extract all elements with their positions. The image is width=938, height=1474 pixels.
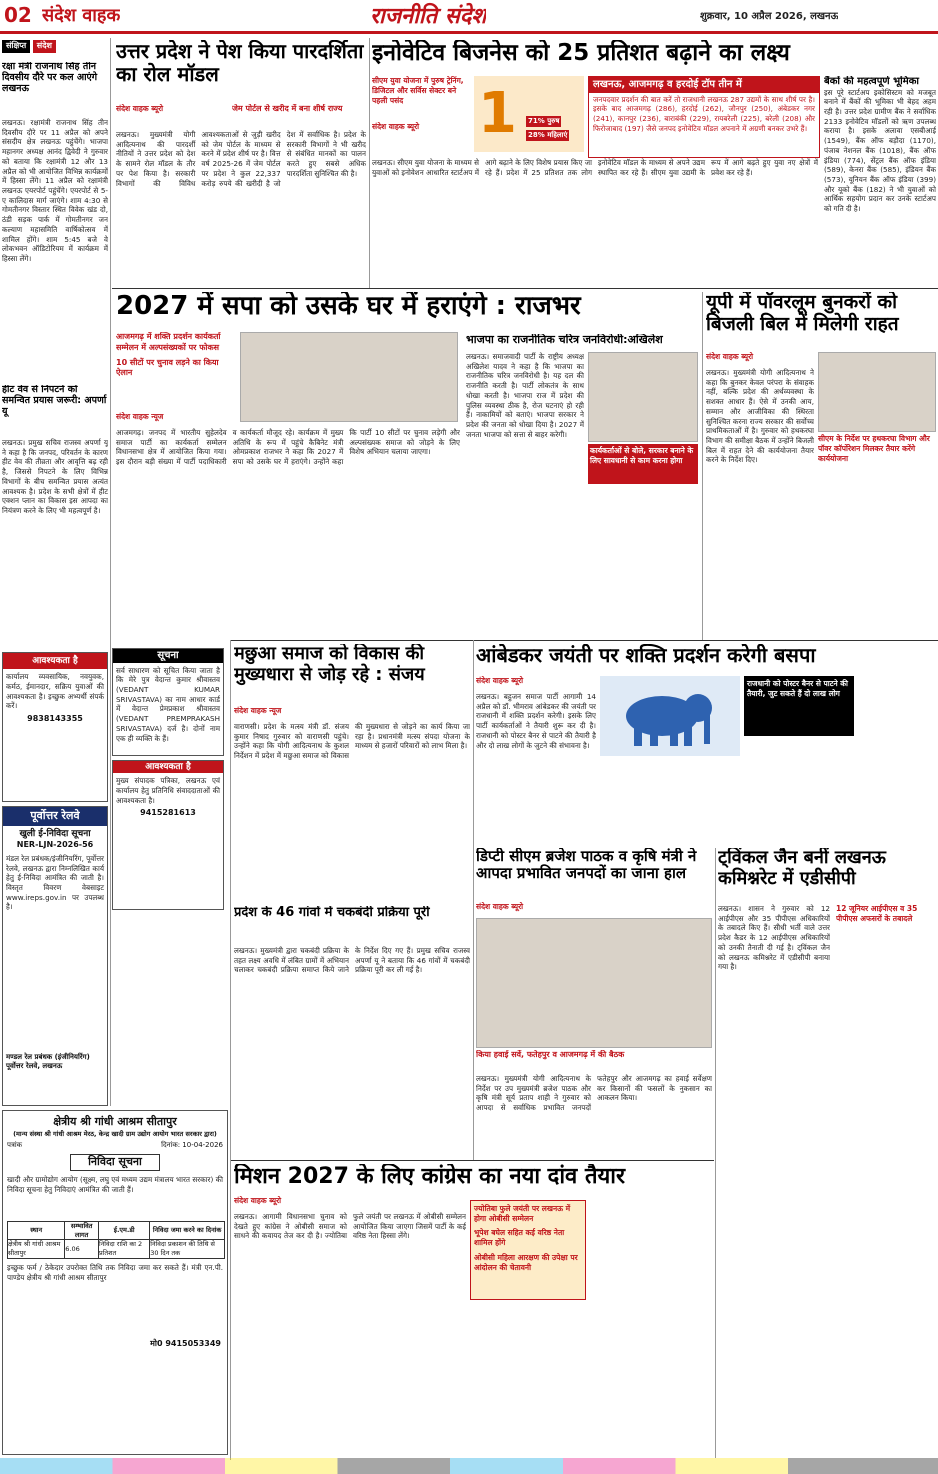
innov-highlight-body: जनपदवार प्रदर्शन की बात करें तो राजधानी लखनऊ 287 उद्यमों के साथ शीर्ष पर है। इसके बाद आजमगढ़ (286), हरदोई (262), जौनपुर (250), अंबेडकर नगर (241), कानपुर (236), बाराबंकी (229), रायबरेली (225), बरेली (208) और फिरोजाबाद (197) जैसे जनपद इनोवेटिव मॉडल अपनाने में अग्रणी बनकर उभरे हैं। xyxy=(593,94,815,133)
railway-body: मंडल रेल प्रबंधक/इंजीनियरिंग, पूर्वोत्तर रेलवे, लखनऊ द्वारा निम्नलिखित कार्य हेतु ई-निविदा आमंत्रित की जाती है। विस्तृत विवरण वेबसाइट www.ireps.gov.in पर उपलब्ध है। xyxy=(6,853,104,912)
railway-tender xyxy=(2,806,108,1106)
ashram-notice: निविदा सूचना xyxy=(70,1154,160,1171)
brand-name: संदेश वाहक xyxy=(42,5,121,26)
classified-ad-2 xyxy=(112,760,224,910)
table-cell: क्षेत्रीय श्री गांधी आश्रम सीतापुर xyxy=(8,1240,65,1259)
up-kicker: जेम पोर्टल से खरीद में बना शीर्ष राज्य xyxy=(232,104,343,113)
sidebar-story1-headline: रक्षा मंत्री राजनाथ सिंह तीन दिवसीय दौरे पर कल आएंगे लखनऊ xyxy=(2,62,98,94)
railway-ref: NER-LJN-2026-56 xyxy=(16,839,94,849)
rajbhar-bullets xyxy=(116,332,236,392)
table-cell: 6.06 xyxy=(65,1240,99,1259)
issue-date: शुक्रवार, 10 अप्रैल 2026, लखनऊ xyxy=(700,11,839,22)
table-header: निविदा जमा करने का दिनांक xyxy=(150,1221,225,1240)
table-header: स्थान xyxy=(8,1221,65,1240)
print-color-bar xyxy=(0,1458,938,1474)
rajbhar-bullet: आजमगढ़ में शक्ति प्रदर्शन कार्यकर्ता सम्मेलन में अल्पसंख्यकों पर फोकस xyxy=(116,332,221,352)
congress-headline: मिशन 2027 के लिए कांग्रेस का नया दांव तैयार xyxy=(234,1164,625,1189)
basapa-headline: आंबेडकर जयंती पर शक्ति प्रदर्शन करेगी बसपा xyxy=(476,644,816,667)
classified-body: कार्यालय व्यवसायिक, नवयुवक, कर्मठ, ईमानदार, सक्रिय युवाओं की आवश्यकता है। इच्छुक अभ्यर्थी संपर्क करें। xyxy=(6,672,104,711)
classified-ad-1 xyxy=(2,652,108,802)
masthead xyxy=(0,0,938,34)
innov-side-head: बैंकों की महत्वपूर्ण भूमिका xyxy=(824,76,919,87)
ashram-title: क्षेत्रीय श्री गांधी आश्रम सीतापुर xyxy=(53,1115,177,1128)
pathak-byline: संदेश वाहक ब्यूरो xyxy=(476,902,524,911)
table-header: सम्भावित लागत xyxy=(65,1221,99,1240)
innov-graphic xyxy=(474,76,584,152)
power-headline: यूपी में पॉवरलूम बुनकरों को बिजली बिल में मिलेगी राहत xyxy=(706,292,899,335)
twinkle-body: लखनऊ। शासन ने गुरुवार को 12 आईपीएस और 35 पीपीएस अधिकारियों के तबादले किए हैं। सीधी भर्ती वाले उत्तर प्रदेश कैडर के 12 आईपीएस अधिकारियों को उनकी तैनाती दी गई है। ट्विंकल जैन को लखनऊ कमिश्नरेट में एडीसीपी बनाया गया है। xyxy=(718,904,830,972)
notice-title: सूचना xyxy=(113,649,223,663)
innov-kicker: सीएम युवा योजना में पुरुष ट्रेनिंग, डिजिटल और सर्विस सेक्टर बने पहली पसंद xyxy=(372,76,464,106)
sidebar-tag xyxy=(2,40,108,60)
innov-badge: 1 xyxy=(478,81,517,146)
table-header: ई.एम.डी xyxy=(99,1221,150,1240)
congress-bullet: ज्योतिबा फुले जयंती पर लखनऊ में होगा ओबीसी सम्मेलन xyxy=(474,1204,571,1224)
classified2-title: आवश्यकता है xyxy=(113,761,223,773)
pathak-caption: किया हवाई सर्वे, फतेहपुर व आजमगढ़ में की बैठक xyxy=(476,1050,625,1059)
railway-title: पूर्वोत्तर रेलवे xyxy=(3,807,107,826)
innov-byline: संदेश वाहक ब्यूरो xyxy=(372,122,420,131)
ashram-body: खादी और ग्रामोद्योग आयोग (सूक्ष्म, लघु एवं मध्यम उद्यम मंत्रालय भारत सरकार) की निविदा सूचना हेतु निविदाएं आमंत्रित की जाती हैं। xyxy=(7,1174,223,1194)
rajbhar-photo xyxy=(240,332,458,422)
akhilesh-headline: भाजपा का राजनीतिक चरित्र जनविरोधी:अखिलेश xyxy=(466,334,663,346)
congress-byline: संदेश वाहक ब्यूरो xyxy=(234,1196,282,1205)
power-byline: संदेश वाहक ब्यूरो xyxy=(706,352,754,361)
up-body: लखनऊ। मुख्यमंत्री योगी आदित्यनाथ की पारदर्शी नीतियों ने उत्तर प्रदेश को देश के सामने रोल मॉडल के तौर पर पेश किया है। सरकारी विभागों की विविध आवश्यकताओं से जुड़ी खरीद को जेम पोर्टल के माध्यम से करने में प्रदेश शीर्ष पर है। वित्त वर्ष 2025-26 में जेम पोर्टल पर प्रदेश ने कुल 22,337 करोड़ रुपये की खरीदी है जो देश में सर्वाधिक है। प्रदेश के सरकारी विभागों ने भी खरीद से संबंधित मानकों का पालन करते हुए सबसे अधिक पारदर्शिता सुनिश्चित की है। xyxy=(116,130,366,188)
ashram-subtitle: (मान्य संस्था श्री गांधी आश्रम मेरठ, केन्द्र खादी ग्राम उद्योग आयोग भारत सरकार द्वारा) xyxy=(13,1129,217,1138)
innov-headline: इनोवेटिव बिजनेस को 25 प्रतिशत बढ़ाने का लक्ष्य xyxy=(372,40,790,66)
pathak-headline: डिप्टी सीएम ब्रजेश पाठक व कृषि मंत्री ने आपदा प्रभावित जनपदों का जाना हाल xyxy=(476,848,697,883)
power-caption: सीएम के निर्देश पर हथकरघा विभाग और पॉवर कॉर्पोरेशन मिलकर तैयार करेंगे कार्ययोजना xyxy=(818,434,930,464)
machhua-body: वाराणसी। प्रदेश के मत्स्य मंत्री डॉ. संजय कुमार निषाद गुरुवार को वाराणसी पहुंचे। उन्होंने कहा कि योगी आदित्यनाथ के कुशल निर्देशन में प्रदेश में मछुआ समाज को विकास की मुख्यधारा से जोड़ने का कार्य किया जा रहा है। प्रधानमंत्री मत्स्य संपदा योजना के माध्यम से हजारों परिवारों को लाभ मिला है। xyxy=(234,722,470,761)
power-body: लखनऊ। मुख्यमंत्री योगी आदित्यनाथ ने कहा कि बुनकर केवल परंपरा के संवाहक नहीं, बल्कि प्रदेश की अर्थव्यवस्था के सशक्त आधार हैं। ऐसे में उनकी आय, सम्मान और आजीविका की स्थिरता सुनिश्चित करना राज्य सरकार की सर्वोच्च प्राथमिकताओं में है। गुरुवार को हथकरघा विभाग की समीक्षा बैठक में उन्होंने बिजली बिल में राहत देने की कार्ययोजना तैयार करने के निर्देश दिए। xyxy=(706,368,814,465)
pathak-photo xyxy=(476,918,712,1048)
ashram-ref: पत्रांक xyxy=(7,1140,23,1149)
ashram-table xyxy=(7,1221,225,1259)
ashram-tender xyxy=(2,1110,228,1455)
pathak-body: लखनऊ। मुख्यमंत्री योगी आदित्यनाथ के निर्देश पर उप मुख्यमंत्री ब्रजेश पाठक और कृषि मंत्री सूर्य प्रताप शाही ने गुरुवार को आपदा से सर्वाधिक प्रभावित जनपदों फतेहपुर और आजमगढ़ का हवाई सर्वेक्षण कर किसानों की फसलों के नुकसान का आकलन किया। xyxy=(476,1074,712,1113)
twinkle-headline: ट्विंकल जैन बनीं लखनऊ कमिश्नरेट में एडीसीपी xyxy=(718,848,886,889)
machhua-headline: मछुआ समाज को विकास की मुख्यधारा से जोड़ रहे : संजय xyxy=(234,644,425,685)
innov-body: लखनऊ। सीएम युवा योजना के माध्यम से युवाओं को इनोवेशन आधारित स्टार्टअप में आगे बढ़ाने के लिए विशेष प्रयास किए जा रहे हैं। प्रदेश में 25 प्रतिशत तक लोग इनोवेटिव मॉडल के माध्यम से अपने उद्यम स्थापित कर रहे हैं। सीएम युवा उद्यमी के रूप में आगे बढ़ते हुए युवा नए क्षेत्रों में प्रवेश कर रहे हैं। xyxy=(372,158,818,177)
classified-contact: 9838143355 xyxy=(27,714,83,724)
public-notice xyxy=(112,648,224,756)
section-title: राजनीति संदेश xyxy=(370,4,487,29)
rajbhar-body: आजमगढ़। जनपद में भारतीय सुहेलदेव समाज पार्टी का कार्यकर्ता सम्मेलन विधानसभा क्षेत्र में आयोजित किया गया। इस दौरान बड़ी संख्या में पार्टी पदाधिकारी व कार्यकर्ता मौजूद रहे। कार्यक्रम में मुख्य अतिथि के रूप में पहुंचे कैबिनेट मंत्री ओमप्रकाश राजभर ने कहा कि 2027 में सपा को उसके घर में हराएंगे। उन्होंने कहा कि पार्टी 10 सीटों पर चुनाव लड़ेगी और अल्पसंख्यक समाज को जोड़ने के लिए विशेष अभियान चलाया जाएगा। xyxy=(116,428,460,467)
basapa-kicker: राजधानी को पोस्टर बैनर से पाटने की तैयारी, जुट सकते हैं दो लाख लोग xyxy=(744,676,854,736)
innov-sidebar xyxy=(824,76,936,276)
basapa-byline: संदेश वाहक ब्यूरो xyxy=(476,676,524,685)
twinkle-kicker: 12 जूनियर आईपीएस व 35 पीपीएस अफसरों के तबादले xyxy=(836,904,918,924)
chakbandi-headline: प्रदेश के 46 गांवों में चकबंदी प्रक्रिया पूरी xyxy=(234,906,430,920)
railway-signature: मण्डल रेल प्रबंधक (इंजीनियरिंग) पूर्वोत्तर रेलवे, लखनऊ xyxy=(6,1052,90,1071)
elephant-icon xyxy=(600,676,740,756)
table-cell: निविदा राशि का 2 प्रतिशत xyxy=(99,1240,150,1259)
classified-title: आवश्यकता है xyxy=(3,653,107,669)
rajbhar-bullet: 10 सीटों पर चुनाव लड़ने का किया ऐलान xyxy=(116,357,219,378)
congress-bullet: ओबीसी महिला आरक्षण की उपेक्षा पर आंदोलन की चेतावनी xyxy=(474,1252,578,1272)
innov-side-body: इस पूरे स्टार्टअप इकोसिस्टम को मजबूत बनाने में बैंकों की भूमिका भी बेहद अहम रही है। उत्तर प्रदेश ग्रामीण बैंक ने सर्वाधिक 2133 इनोवेटिव मॉडलों को ऋण उपलब्ध कराया है। इसके अलावा एसबीआई (1549), बैंक ऑफ बड़ौदा (1170), पंजाब नेशनल बैंक (1018), बैंक ऑफ इंडिया (774), सेंट्रल बैंक ऑफ इंडिया (589), केनरा बैंक (585), इंडियन बैंक (573), यूनियन बैंक ऑफ इंडिया (399) और यूको बैंक (182) ने भी युवाओं को आर्थिक सहयोग प्रदान कर उनके स्टार्टअप को गति दी है। xyxy=(824,87,936,214)
akhilesh-caption: कार्यकर्ताओं से बोले, सरकार बनाने के लिए सावधानी से काम करना होगा xyxy=(588,444,698,484)
basapa-body: लखनऊ। बहुजन समाज पार्टी आगामी 14 अप्रैल को डॉ. भीमराव आंबेडकर की जयंती पर राजधानी में शक्ति प्रदर्शन करेगी। इसके लिए पार्टी कार्यकर्ताओं ने तैयारी शुरू कर दी है। राजधानी को पोस्टर बैनर से पाटने की तैयारी है और दो लाख लोगों के जुटने की संभावना है। xyxy=(476,692,596,750)
tag-sandesh: संदेश xyxy=(33,40,56,53)
congress-bullets xyxy=(470,1200,586,1300)
sidebar-story2-body: लखनऊ। प्रमुख सचिव राजस्व अपर्णा यू ने कहा है कि जनपद, परिवर्तन के कारण हीट वेव की तीव्रता और आवृत्ति बढ़ रही है, जिससे निपटने के लिए विभिन्न विभागों के बीच समन्वित प्रयास अत्यंत आवश्यक है। प्रदेश के सभी क्षेत्रों में हीट एक्शन प्लान का विकास इस आपदा का नियंत्रण करने के लिए भी महत्वपूर्ण है। xyxy=(2,438,108,516)
innov-stat2: 28% महिलाएं xyxy=(526,130,569,141)
machhua-byline: संदेश वाहक न्यूज xyxy=(234,706,282,715)
ashram-date: दिनांक: 10-04-2026 xyxy=(161,1140,223,1149)
sidebar-story1-body: लखनऊ। रक्षामंत्री राजनाथ सिंह तीन दिवसीय दौरे पर 11 अप्रैल को अपने संसदीय क्षेत्र लखनऊ पहुंचेंगे। भाजपा महानगर अध्यक्ष आनंद द्विवेदी ने गुरुवार को बताया कि रक्षामंत्री 12 और 13 अप्रैल को भी आयोजित विभिन्न कार्यक्रमों में हिस्सा लेंगे। 11 अप्रैल को रक्षामंत्री लखनऊ एयरपोर्ट पहुंचेंगे। एयरपोर्ट से 5-ए कालिदास मार्ग जाएंगे। शाम 4:30 से गोमतीनगर विस्तार स्थित विवेक खंड दो, ठंडी सड़क पार्क में गोमतीनगर जन कल्याण महासमिति वार्षिकोत्सव में शामिल होंगे। शाम 5:45 बजे वे लोकभवन ऑडिटोरियम में कार्यक्रम में हिस्सा लेंगे। xyxy=(2,118,108,264)
innov-highlight-box xyxy=(588,76,820,158)
classified2-contact: 9415281613 xyxy=(140,808,196,818)
congress-body: लखनऊ। आगामी विधानसभा चुनाव को देखते हुए कांग्रेस ने ओबीसी समाज को साधने की कवायद तेज कर दी है। ज्योतिबा फुले जयंती पर लखनऊ में ओबीसी सम्मेलन आयोजित किया जाएगा जिसमें पार्टी के कई वरिष्ठ नेता हिस्सा लेंगे। xyxy=(234,1212,466,1241)
congress-bullet: भूपेश बघेल सहित कई वरिष्ठ नेता शामिल होंगे xyxy=(474,1228,565,1248)
railway-subtitle: खुली ई-निविदा सूचना xyxy=(19,828,91,839)
sidebar-story2-headline: हीट वेव से निपटने को समन्वित प्रयास जरूरी: अपर्णा यू xyxy=(2,385,107,417)
akhilesh-photo xyxy=(588,352,698,442)
tag-sankshipt: संक्षिप्त xyxy=(2,40,30,53)
classified2-body: मुख्य संपादक पत्रिका, लखनऊ एवं कार्यालय हेतु प्रतिनिधि संवाददाताओं की आवश्यकता है। xyxy=(116,776,220,805)
page-number: 02 xyxy=(4,3,32,27)
innov-highlight-title: लखनऊ, आजमगढ़ व हरदोई टॉप तीन में xyxy=(589,77,819,93)
rajbhar-byline: संदेश वाहक न्यूज xyxy=(116,412,164,421)
up-headline: उत्तर प्रदेश ने पेश किया पारदर्शिता का रोल मॉडल xyxy=(116,40,364,86)
akhilesh-body: लखनऊ। समाजवादी पार्टी के राष्ट्रीय अध्यक्ष अखिलेश यादव ने कहा है कि भाजपा का राजनीतिक चरित्र जनविरोधी है। यह दल की राजनीति करती है। पार्टी लोकतंत्र के साथ धोखा करती है। भाजपा राज में प्रदेश की पुलिस व्यवस्था ठीक है, रोज घटनाएं हो रही हैं। नाकामियों को बताएं। भाजपा सरकार ने प्रदेश की जनता को धोखा दिया है। 2027 में जनता भाजपा को सत्ता से बाहर करेगी। xyxy=(466,352,584,439)
chakbandi-body: लखनऊ। मुख्यमंत्री द्वारा चकबंदी प्रक्रिया के तहत लक्ष्य अवधि में लंबित ग्रामों में अभियान चलाकर चकबंदी प्रक्रिया समाप्त किये जाने के निर्देश दिए गए हैं। प्रमुख सचिव राजस्व अपर्णा यू ने बताया कि 46 गांवों में चकबंदी प्रक्रिया पूरी कर ली गई है। xyxy=(234,946,470,975)
ashram-footer: इच्छुक फर्म / ठेकेदार उपरोक्त तिथि तक निविदा जमा कर सकते हैं। मंत्री एन.पी. पाण्डेय क्षेत्रीय श्री गांधी आश्रम सीतापुर xyxy=(7,1262,223,1282)
power-photo xyxy=(818,352,936,432)
elephant-logo xyxy=(600,676,740,756)
table-cell: निविदा प्रकाशन की तिथि से 30 दिन तक xyxy=(150,1240,225,1259)
notice-body: सर्व साधारण को सूचित किया जाता है कि मेरे पुत्र वेदान्त कुमार श्रीवास्तव (VEDANT KUMAR SRIVASTAVA) का नाम आधार कार्ड में वेदान्त प्रेमप्रकाश श्रीवास्तव (VEDANT PREMPRAKASH SRIVASTAVA) दर्ज है। दोनों नाम एक ही व्यक्ति के हैं। xyxy=(116,665,220,743)
ashram-contact: मो0 9415053349 xyxy=(150,1338,221,1348)
innov-stat1: 71% पुरुष xyxy=(526,116,561,127)
rajbhar-headline: 2027 में सपा को उसके घर में हराएंगे : राजभर xyxy=(116,292,581,321)
up-byline: संदेश वाहक ब्यूरो xyxy=(116,104,164,113)
